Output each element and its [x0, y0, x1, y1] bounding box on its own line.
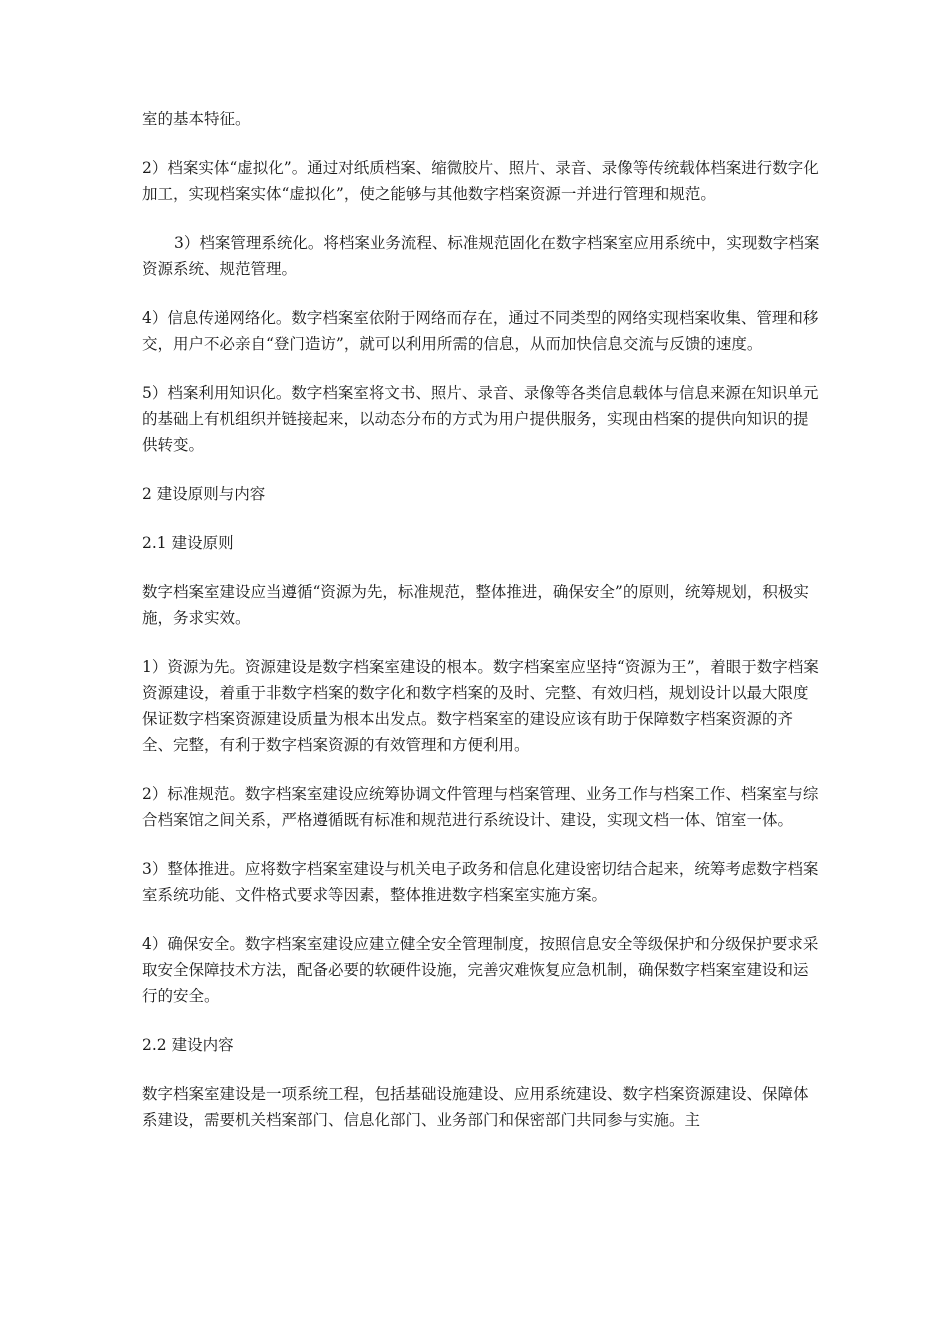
section-heading-2: 2 建设原则与内容: [142, 485, 266, 503]
paragraph-continuation: 室的基本特征。: [142, 110, 251, 128]
paragraph-resources-first: 1）资源为先。资源建设是数字档案室建设的根本。数字档案室应坚持“资源为王”，着眼于数字档案资源建设，着重于非数字档案的数字化和数字档案的及时、完整、有效归档，规划设计以最大限度保证数字档案资源建设质量为根本出发点。数字档案室的建设应该有助于保障数字档案资源的齐全、完整，有利于数字档案资源的有效管理和方便利用。: [142, 658, 819, 754]
paragraph-virtualization: 2）档案实体“虚拟化”。通过对纸质档案、缩微胶片、照片、录音、录像等传统载体档案进行数字化加工，实现档案实体“虚拟化”，使之能够与其他数字档案资源一并进行管理和规范。: [142, 159, 819, 203]
paragraph-knowledge: 5）档案利用知识化。数字档案室将文书、照片、录音、录像等各类信息载体与信息来源在知识单元的基础上有机组织并链接起来，以动态分布的方式为用户提供服务，实现由档案的提供向知识的提供转变。: [142, 384, 819, 454]
paragraph-networking: 4）信息传递网络化。数字档案室依附于网络而存在，通过不同类型的网络实现档案收集、管理和移交，用户不必亲自“登门造访”，就可以利用所需的信息，从而加快信息交流与反馈的速度。: [142, 309, 819, 353]
paragraph-principles-intro: 数字档案室建设应当遵循“资源为先，标准规范，整体推进，确保安全”的原则，统筹规划，积极实施，务求实效。: [142, 583, 809, 627]
section-heading-2-1: 2.1 建设原则: [142, 534, 234, 552]
paragraph-standards: 2）标准规范。数字档案室建设应统筹协调文件管理与档案管理、业务工作与档案工作、档案室与综合档案馆之间关系，严格遵循既有标准和规范进行系统设计、建设，实现文档一体、馆室一体。: [142, 785, 819, 829]
document-body: [142, 106, 822, 1156]
paragraph-systematization: 3）档案管理系统化。将档案业务流程、标准规范固化在数字档案室应用系统中，实现数字档案资源系统、规范管理。: [142, 234, 820, 278]
paragraph-holistic: 3）整体推进。应将数字档案室建设与机关电子政务和信息化建设密切结合起来，统筹考虑数字档案室系统功能、文件格式要求等因素，整体推进数字档案室实施方案。: [142, 860, 819, 904]
paragraph-content-intro: 数字档案室建设是一项系统工程，包括基础设施建设、应用系统建设、数字档案资源建设、保障体系建设，需要机关档案部门、信息化部门、业务部门和保密部门共同参与实施。主: [142, 1085, 809, 1129]
section-heading-2-2: 2.2 建设内容: [142, 1036, 234, 1054]
paragraph-security: 4）确保安全。数字档案室建设应建立健全安全管理制度，按照信息安全等级保护和分级保护要求采取安全保障技术方法，配备必要的软硬件设施，完善灾难恢复应急机制，确保数字档案室建设和运行的安全。: [142, 935, 819, 1005]
